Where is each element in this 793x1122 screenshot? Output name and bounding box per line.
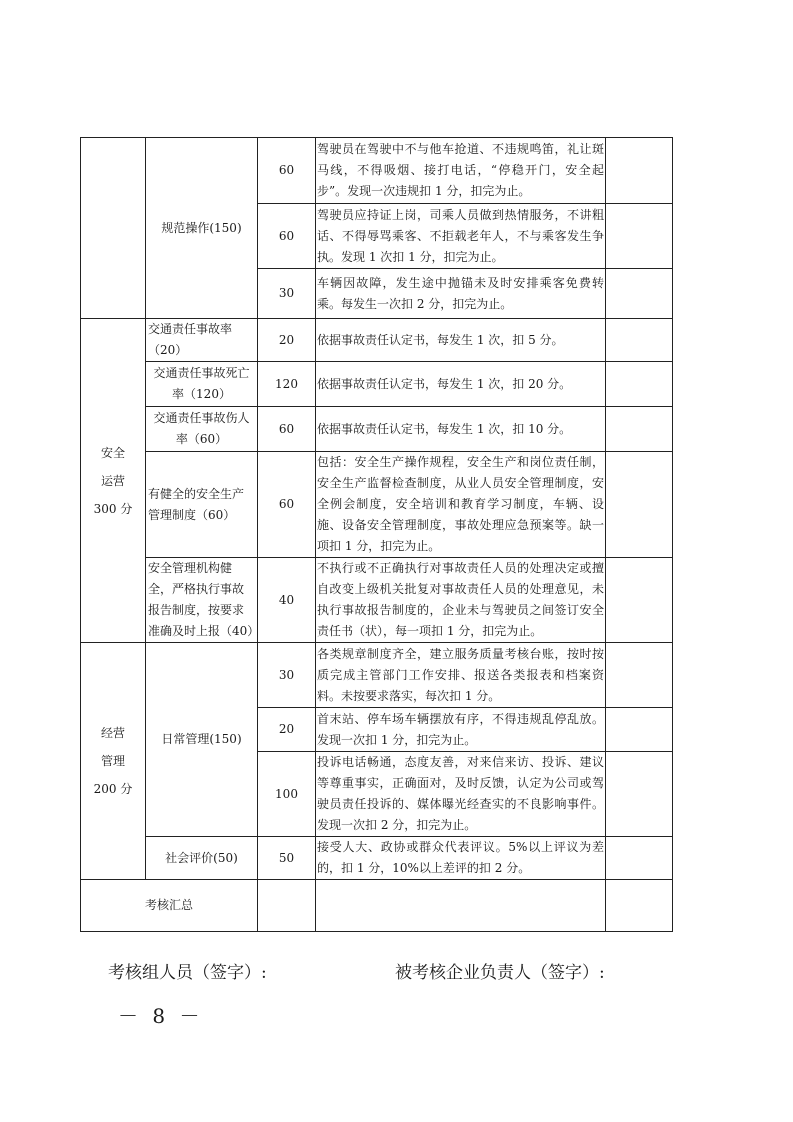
enterprise-signature-label: 被考核企业负责人（签字）: — [395, 963, 605, 983]
assessment-table — [80, 137, 673, 932]
score-cell: 40 — [258, 558, 316, 643]
result-cell — [606, 362, 673, 407]
score-cell: 60 — [258, 407, 316, 452]
table-row — [81, 452, 673, 558]
score-cell: 100 — [258, 752, 316, 837]
criteria-cell: 车辆因故障，发生途中抛锚未及时安排乘客免费转乘。每发生一次扣 2 分，扣完为止。 — [316, 269, 606, 319]
criteria-cell: 依据事故责任认定书，每发生 1 次，扣 20 分。 — [316, 362, 606, 407]
item-cell: 有健全的安全生产管理制度（60） — [146, 452, 258, 558]
item-cell: 安全管理机构健全，严格执行事故报告制度，按要求准确及时上报（40） — [146, 558, 258, 643]
result-cell — [606, 452, 673, 558]
score-cell: 60 — [258, 138, 316, 204]
table-row — [81, 319, 673, 362]
criteria-cell: 不执行或不正确执行对事故责任人员的处理决定或擅自改变上级机关批复对事故责任人员的处理意见，未执行事故报告制度的，企业未与驾驶员之间签订安全责任书（状），每一项扣 1 分，扣完为止。 — [316, 558, 606, 643]
item-cell: 日常管理(150) — [146, 643, 258, 837]
panel-signature-label: 考核组人员（签字）: — [108, 963, 267, 983]
category-cell-business: 经营 管理 200 分 — [81, 643, 146, 880]
page-number: － 8 － — [118, 1004, 204, 1028]
item-cell: 交通责任事故死亡率（120） — [146, 362, 258, 407]
criteria-cell: 依据事故责任认定书，每发生 1 次，扣 10 分。 — [316, 407, 606, 452]
result-cell — [606, 643, 673, 708]
result-cell — [606, 837, 673, 880]
score-cell: 30 — [258, 269, 316, 319]
result-cell — [606, 708, 673, 752]
criteria-cell: 依据事故责任认定书，每发生 1 次，扣 5 分。 — [316, 319, 606, 362]
result-cell — [606, 138, 673, 204]
criteria-cell: 驾驶员应持证上岗，司乘人员做到热情服务，不讲粗话、不得辱骂乘客、不拒载老年人，不与乘客发生争执。发现 1 次扣 1 分，扣完为止。 — [316, 204, 606, 269]
score-cell: 60 — [258, 204, 316, 269]
criteria-cell: 包括：安全生产操作规程，安全生产和岗位责任制，安全生产监督检查制度，从业人员安全管理制度，安全例会制度，安全培训和教育学习制度，车辆、设施、设备安全管理制度，事故处理应急预案等。缺一项扣 1 分，扣完为止。 — [316, 452, 606, 558]
criteria-cell: 首末站、停车场车辆摆放有序，不得违规乱停乱放。发现一次扣 1 分，扣完为止。 — [316, 708, 606, 752]
item-cell: 交通责任事故率（20） — [146, 319, 258, 362]
score-cell: 30 — [258, 643, 316, 708]
item-cell: 社会评价(50) — [146, 837, 258, 880]
result-cell — [606, 558, 673, 643]
score-cell: 20 — [258, 708, 316, 752]
table-row — [81, 837, 673, 880]
table-row — [81, 138, 673, 204]
score-cell: 50 — [258, 837, 316, 880]
item-cell: 规范操作(150) — [146, 138, 258, 319]
summary-score-cell — [258, 880, 316, 932]
table-row — [81, 407, 673, 452]
criteria-cell: 接受人大、政协或群众代表评议。5%以上评议为差的，扣 1 分，10%以上差评的扣 2 分。 — [316, 837, 606, 880]
score-cell: 60 — [258, 452, 316, 558]
score-cell: 20 — [258, 319, 316, 362]
criteria-cell: 投诉电话畅通，态度友善，对来信来访、投诉、建议等尊重事实，正确面对，及时反馈，认定为公司或驾驶员责任投诉的、媒体曝光经查实的不良影响事件。发现一次扣 2 分，扣完为止。 — [316, 752, 606, 837]
result-cell — [606, 407, 673, 452]
criteria-cell: 驾驶员在驾驶中不与他车抢道、不违规鸣笛，礼让斑马线，不得吸烟、接打电话，“停稳开门，安全起步”。发现一次违规扣 1 分，扣完为止。 — [316, 138, 606, 204]
result-cell — [606, 752, 673, 837]
item-cell: 交通责任事故伤人率（60） — [146, 407, 258, 452]
summary-label: 考核汇总 — [81, 880, 258, 932]
category-cell-safety: 安全 运营 300 分 — [81, 319, 146, 643]
table-row — [81, 362, 673, 407]
result-cell — [606, 269, 673, 319]
table-row — [81, 643, 673, 708]
criteria-cell: 各类规章制度齐全，建立服务质量考核台账，按时按质完成主管部门工作安排、报送各类报表和档案资料。未按要求落实，每次扣 1 分。 — [316, 643, 606, 708]
result-cell — [606, 204, 673, 269]
table-row — [81, 558, 673, 643]
summary-result-cell — [606, 880, 673, 932]
score-cell: 120 — [258, 362, 316, 407]
summary-row — [81, 880, 673, 932]
summary-criteria-cell — [316, 880, 606, 932]
result-cell — [606, 319, 673, 362]
category-cell — [81, 138, 146, 319]
